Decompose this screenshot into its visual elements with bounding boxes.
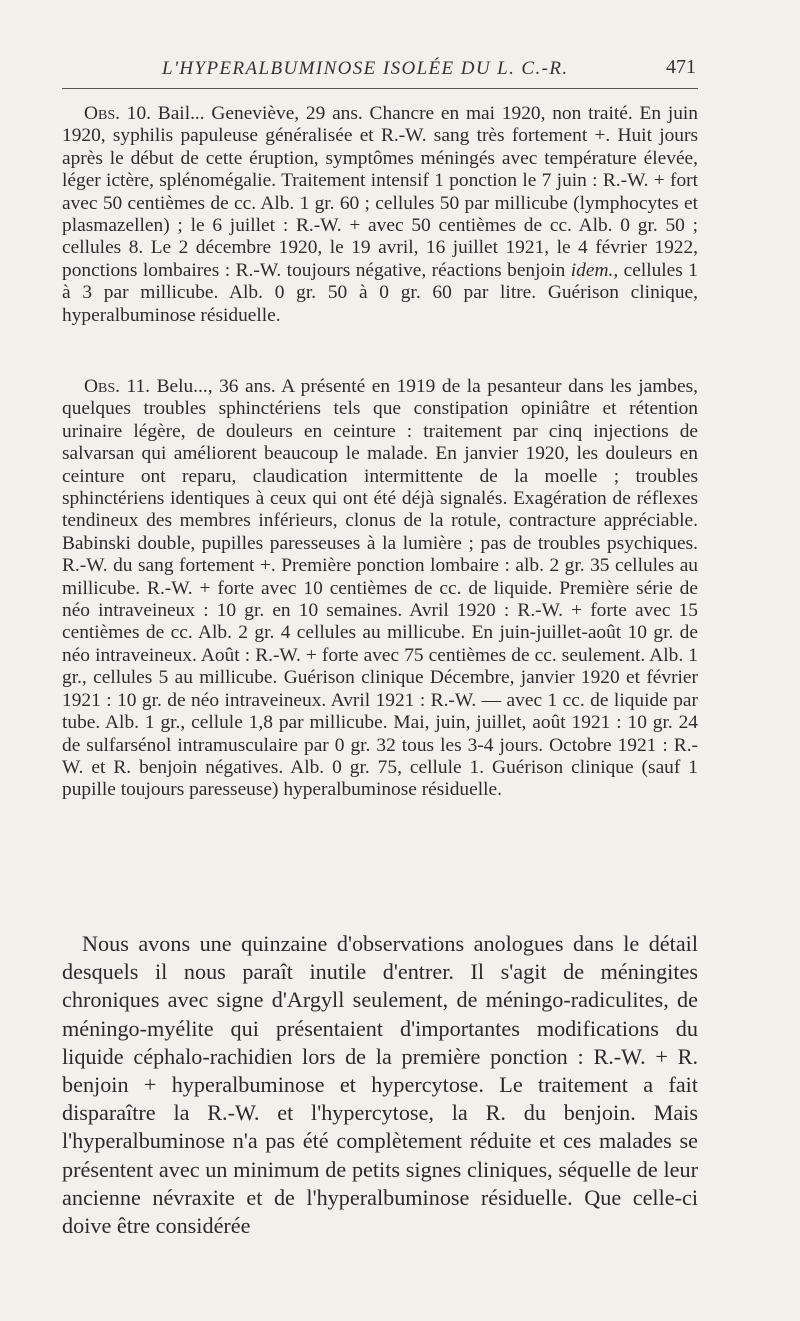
observation-text: Bail... Geneviève, 29 ans. Chancre en mai 1920, non traité. En juin 1920, syphilis papuleuse généralisée et R.-W. sang très fortement +. Huit jours après le début de cette éruption, symptômes méningés avec température élevée, léger ictère, splénomégalie. Traitement intensif 1 ponction le 7 juin : R.-W. + fort avec 50 centièmes de cc. Alb. 1 gr. 60 ; cellules 50 par millicube (lymphocytes et plasmazellen) ; le 6 juillet : R.-W. + avec 50 centièmes de cc. Alb. 0 gr. 50 ; cellules 8. Le 2 décembre 1920, le 19 avril, 16 juillet 1921, le 4 février 1922, ponctions lombaires : R.-W. toujours négative, réactions benjoin bbox=[62, 103, 698, 281]
observation-text: Belu..., 36 ans. A présenté en 1919 de la pesanteur dans les jambes, quelques troubles sphinctériens tels que constipation opiniâtre et rétention urinaire légère, de douleurs en ceinture : traitement par cinq injections de salvarsan qui améliorent beaucoup le malade. En janvier 1920, les douleurs en ceinture ont reparu, claudication intermittente de la moelle ; troubles sphinctériens identiques à ceux qui ont été déjà signalés. Exagération de réflexes tendineux des membres inférieurs, clonus de la rotule, contracture appréciable. Babinski double, pupilles paresseuses à la lumière ; pas de troubles psychiques. R.-W. du sang fortement +. Première ponction lombaire : alb. 2 gr. 35 cellules au millicube. R.-W. + forte avec 10 centièmes de cc. de liquide. Première série de néo intraveineux : 10 gr. en 10 semaines. Avril 1920 : R.-W. + forte avec 15 centièmes de cc. Alb. 2 gr. 4 cellules au millicube. En juin-juillet-août 10 gr. de néo intraveineux. Août : R.-W. + forte avec 75 centièmes de cc. seulement. Alb. 1 gr., cellules 5 au millicube. Guérison clinique Décembre, janvier 1920 et février 1921 : 10 gr. de néo intraveineux. Avril 1921 : R.-W. — avec 1 cc. de liquide par tube. Alb. 1 gr., cellule 1,8 par millicube. Mai, juin, juillet, août 1921 : 10 gr. 24 de sulfarsénol intramusculaire par 0 gr. 32 tous les 3-4 jours. Octobre 1921 : R.-W. et R. benjoin négatives. Alb. 0 gr. 75, cellule 1. Guérison clinique (sauf 1 pupille toujours paresseuse) hyperalbuminose résiduelle. bbox=[62, 376, 698, 801]
observation-10 bbox=[62, 103, 698, 327]
header-rule bbox=[62, 88, 698, 89]
observation-label: Obs. 11. bbox=[84, 376, 151, 397]
observation-label: Obs. 10. bbox=[84, 103, 151, 124]
body-paragraph: Nous avons une quinzaine d'observations anologues dans le détail desquels il nous paraît inutile d'entrer. Il s'agit de méningites chroniques avec signe d'Argyll seulement, de méningo-radiculites, de méningo-myélite qui présentaient d'importantes modifications du liquide céphalo-rachidien lors de la première ponction : R.-W. + R. benjoin + hyperalbuminose et hypercytose. Le traitement a fait disparaître la R.-W. et l'hypercytose, la R. du benjoin. Mais l'hyperalbuminose n'a pas été complètement réduite et ces malades se présentent avec un minimum de petits signes cliniques, séquelle de leur ancienne névraxite et de l'hyperalbuminose résiduelle. Que celle-ci doive être considérée bbox=[62, 931, 698, 1239]
running-title: L'HYPERALBUMINOSE ISOLÉE DU L. C.-R. bbox=[162, 58, 569, 79]
observation-text-end: , cellules 1 à 3 par millicube. Alb. 0 gr. 50 à 0 gr. 60 par litre. Guérison clinique, hyperalbuminose résiduelle. bbox=[62, 259, 698, 326]
page-number: 471 bbox=[666, 56, 696, 78]
observation-italic: idem. bbox=[570, 259, 614, 281]
observation-11 bbox=[62, 376, 698, 802]
page-header bbox=[62, 50, 698, 86]
